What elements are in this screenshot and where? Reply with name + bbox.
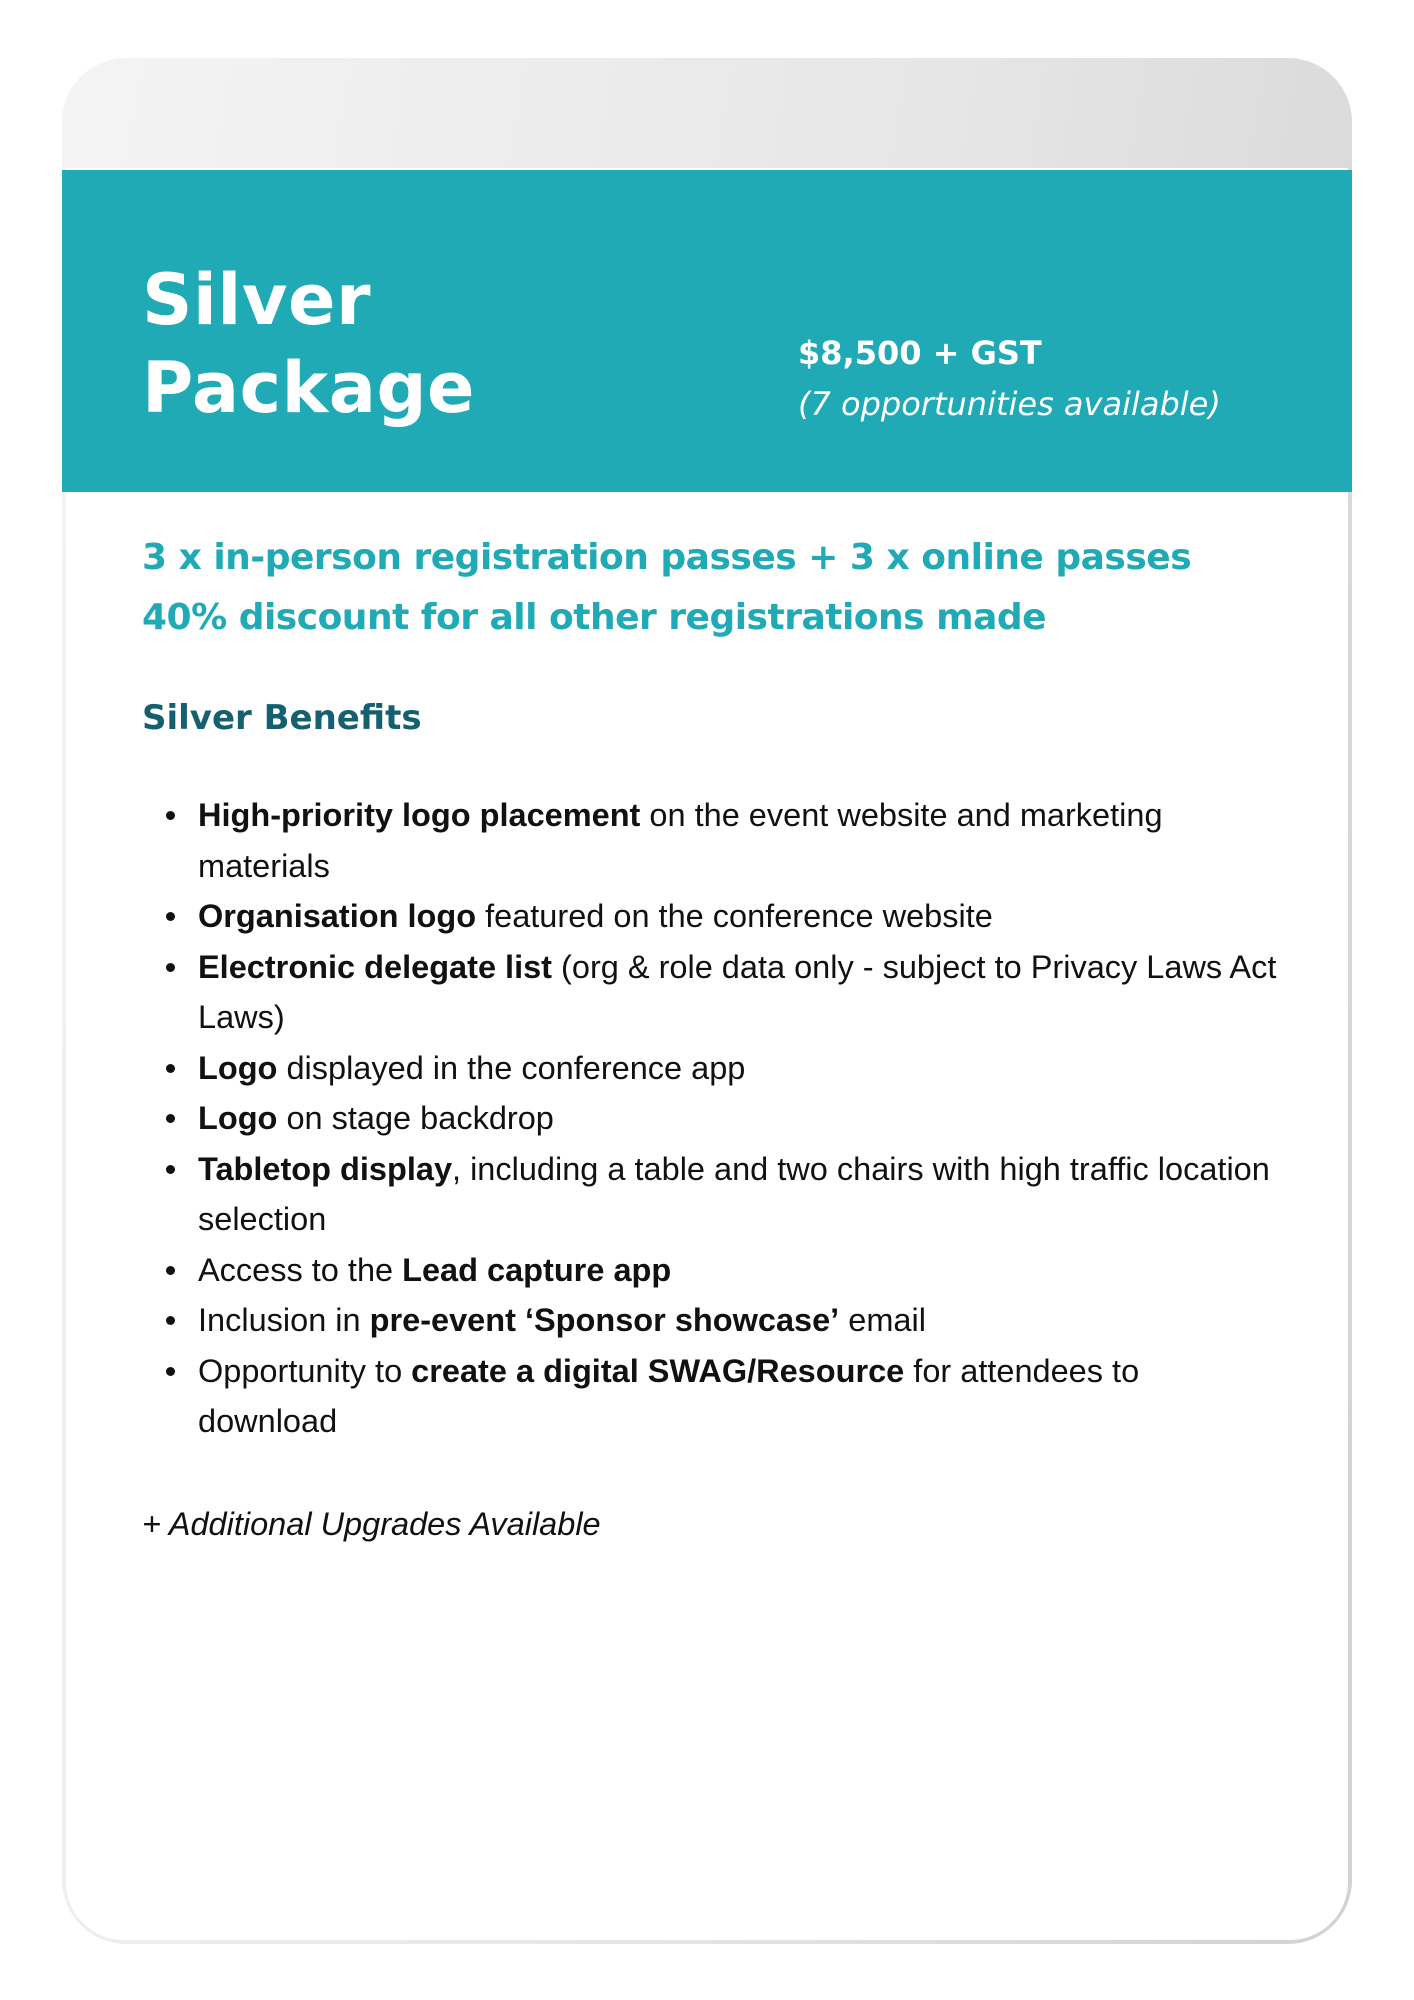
benefit-bold: High-priority logo placement bbox=[198, 797, 641, 833]
price-block bbox=[798, 328, 1221, 430]
bullet-icon bbox=[166, 1266, 175, 1275]
benefit-item bbox=[142, 1093, 1282, 1144]
bullet-icon bbox=[166, 963, 175, 972]
bullet-icon bbox=[166, 1064, 175, 1073]
benefit-post: on stage backdrop bbox=[277, 1100, 554, 1136]
benefit-item bbox=[142, 891, 1282, 942]
benefit-item bbox=[142, 1295, 1282, 1346]
highlight-passes: 3 x in-person registration passes + 3 x online passes bbox=[142, 537, 1192, 578]
benefit-item bbox=[142, 1346, 1282, 1447]
bullet-icon bbox=[166, 1367, 175, 1376]
benefit-pre: Access to the bbox=[198, 1251, 403, 1288]
package-body bbox=[142, 528, 1282, 1549]
package-price: $8,500 + GST bbox=[798, 334, 1042, 372]
benefit-item bbox=[142, 942, 1282, 1043]
package-title-line2: Package bbox=[142, 347, 476, 429]
benefit-post: for attendees to download bbox=[198, 1352, 1140, 1439]
highlight-discount: 40% discount for all other registrations made bbox=[142, 597, 1047, 638]
benefit-bold: Logo bbox=[198, 1100, 278, 1136]
benefit-post: featured on the conference website bbox=[476, 898, 993, 934]
highlights bbox=[142, 528, 1282, 648]
package-card bbox=[62, 58, 1352, 1944]
benefit-post: (org & role data only - subject to Privacy Laws Act Laws) bbox=[198, 948, 1277, 1035]
benefit-item bbox=[142, 790, 1282, 891]
benefit-item bbox=[142, 1144, 1282, 1245]
benefit-bold: Lead capture app bbox=[402, 1251, 672, 1288]
package-title bbox=[142, 256, 475, 432]
bullet-icon bbox=[166, 1316, 175, 1325]
package-header bbox=[62, 170, 1352, 492]
benefit-post: , including a table and two chairs with high traffic location selection bbox=[198, 1150, 1270, 1237]
benefit-item bbox=[142, 1043, 1282, 1094]
benefit-bold: Tabletop display bbox=[198, 1150, 453, 1187]
benefits-list bbox=[142, 790, 1282, 1447]
package-availability: (7 opportunities available) bbox=[798, 385, 1221, 423]
benefit-post: displayed in the conference app bbox=[277, 1049, 746, 1086]
benefit-bold: create a digital SWAG/Resource bbox=[411, 1352, 905, 1389]
bullet-icon bbox=[166, 1165, 175, 1174]
benefit-bold: Electronic delegate list bbox=[198, 948, 553, 985]
bullet-icon bbox=[166, 912, 175, 921]
package-title-line1: Silver bbox=[142, 259, 372, 341]
benefit-bold: pre-event ‘Sponsor showcase’ bbox=[369, 1302, 840, 1338]
bullet-icon bbox=[166, 1114, 175, 1123]
additional-upgrades-note: + Additional Upgrades Available bbox=[142, 1505, 601, 1542]
benefit-item bbox=[142, 1245, 1282, 1296]
benefit-post: email bbox=[839, 1302, 926, 1338]
bullet-icon bbox=[166, 811, 175, 820]
benefit-bold: Logo bbox=[198, 1049, 278, 1086]
benefit-pre: Inclusion in bbox=[198, 1302, 370, 1338]
benefit-pre: Opportunity to bbox=[198, 1352, 412, 1389]
benefits-heading: Silver Benefits bbox=[142, 698, 422, 738]
benefit-post: on the event website and marketing materials bbox=[198, 797, 1163, 884]
benefit-bold: Organisation logo bbox=[198, 898, 477, 934]
